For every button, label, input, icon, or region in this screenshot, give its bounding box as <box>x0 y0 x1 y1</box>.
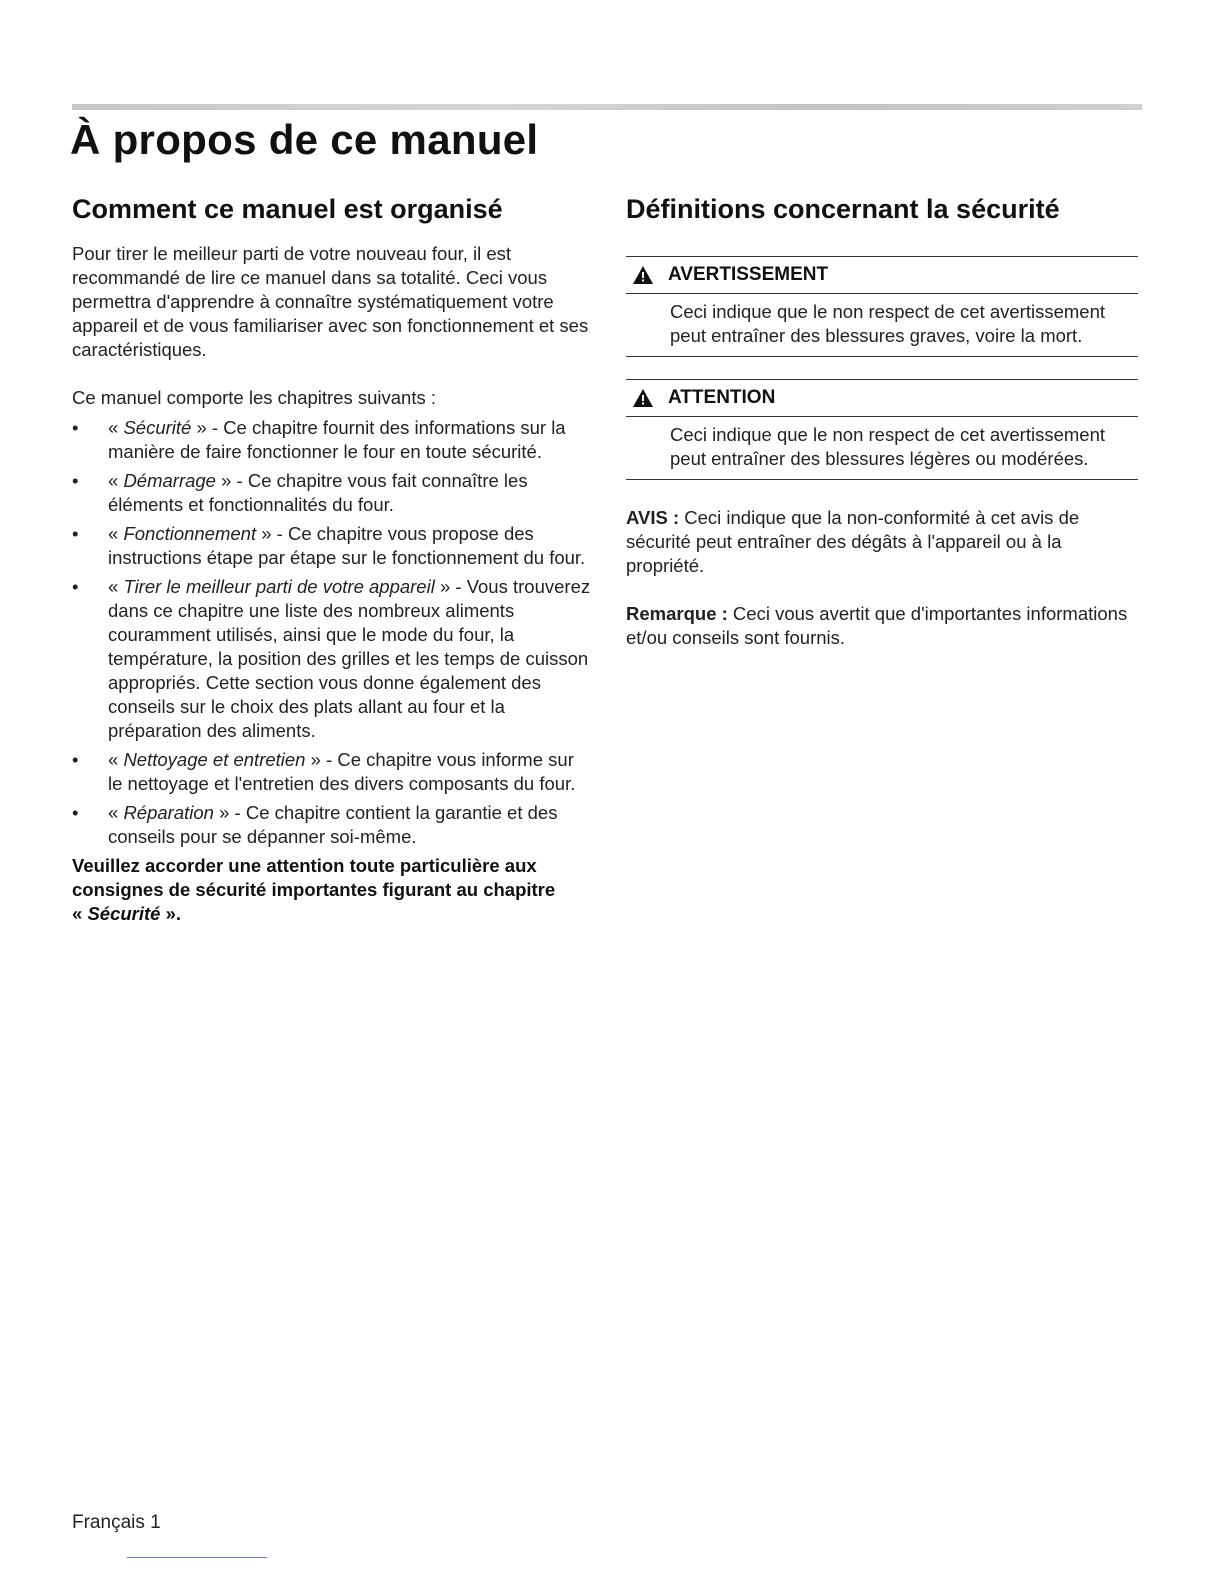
list-item: • « Tirer le meilleur parti de votre appareil » - Vous trouverez dans ce chapitre une liste des nombreux aliments couramment utilisés, ainsi que le mode du four, la température, la position des grilles et les temps de cuisson appropriés. Cette section vous donne également des conseils sur le choix des plats allant au four et la préparation des aliments. <box>72 576 591 741</box>
bullet-icon: • <box>72 523 79 544</box>
chapter-description: Ce chapitre fournit des informations sur la manière de faire fonctionner le four en toute sécurité. <box>108 417 566 462</box>
header-rule <box>72 104 1142 110</box>
chapters-intro: Ce manuel comporte les chapitres suivants : <box>72 387 437 408</box>
caution-text: Ceci indique que le non respect de cet avertissement peut entraîner des blessures légères ou modérées. <box>626 417 1138 480</box>
list-item: • « Sécurité » - Ce chapitre fournit des informations sur la manière de faire fonctionner le four en toute sécurité. <box>72 417 566 462</box>
bullet-icon: • <box>72 417 79 438</box>
notice-chapter: Sécurité <box>87 903 161 924</box>
intro-paragraph: Pour tirer le meilleur parti de votre nouveau four, il est recommandé de lire ce manuel dans sa totalité. Ceci vous permettra d'apprendre à connaître systématiquement votre appareil et de vous familiariser avec son fonctionnement et ses caractéristiques. <box>72 243 589 360</box>
warning-triangle-icon <box>632 265 654 285</box>
remarque-paragraph: Remarque : Ceci vous avertit que d'importantes informations et/ou conseils sont fournis. <box>626 603 1128 648</box>
warning-label: AVERTISSEMENT <box>668 264 829 285</box>
page-footer: Français 1 <box>72 1512 161 1533</box>
safety-definitions-section <box>626 190 1138 669</box>
avis-label: AVIS : <box>626 507 680 528</box>
warning-header <box>626 257 1138 294</box>
list-item: • « Réparation » - Ce chapitre contient la garantie et des conseils pour se dépanner soi-même. <box>72 802 558 847</box>
page-title: À propos de ce manuel <box>70 116 539 163</box>
avis-paragraph: AVIS : Ceci indique que la non-conformité à cet avis de sécurité peut entraîner des dégâts à l'appareil ou à la propriété. <box>626 507 1080 576</box>
chapter-name: Nettoyage et entretien <box>123 749 306 770</box>
chapter-description: Ce chapitre vous propose des instructions étape par étape sur le fonctionnement du four. <box>108 523 586 568</box>
remarque-label: Remarque : <box>626 603 728 624</box>
bullet-icon: • <box>72 749 79 770</box>
list-item: • « Nettoyage et entretien » - Ce chapitre vous informe sur le nettoyage et l'entretien des divers composants du four. <box>72 749 576 794</box>
chapter-name: Réparation <box>123 802 214 823</box>
chapter-name: Tirer le meilleur parti de votre appareil <box>123 576 435 597</box>
bullet-icon: • <box>72 470 79 491</box>
bullet-icon: • <box>72 576 79 597</box>
caution-block <box>626 379 1138 480</box>
chapter-description: Ce chapitre vous informe sur le nettoyage et l'entretien des divers composants du four. <box>108 749 576 794</box>
list-item: • « Démarrage » - Ce chapitre vous fait connaître les éléments et fonctionnalités du four. <box>72 470 528 515</box>
chapter-name: Démarrage <box>123 470 216 491</box>
safety-notice: Veuillez accorder une attention toute particulière aux consignes de sécurité importantes figurant au chapitre « Sécurité ». <box>72 855 556 924</box>
caution-header <box>626 380 1138 417</box>
organization-heading: Comment ce manuel est organisé <box>72 194 503 224</box>
safety-definitions-heading: Définitions concernant la sécurité <box>626 194 1060 224</box>
caution-triangle-icon <box>632 388 654 408</box>
chapter-description: Ce chapitre contient la garantie et des conseils pour se dépanner soi-même. <box>108 802 558 847</box>
warning-text: Ceci indique que le non respect de cet avertissement peut entraîner des blessures graves, voire la mort. <box>626 294 1138 357</box>
chapter-name: Sécurité <box>123 417 192 438</box>
warning-block <box>626 256 1138 357</box>
footer-underline <box>127 1557 267 1558</box>
bullet-icon: • <box>72 802 79 823</box>
chapter-list <box>72 416 592 849</box>
chapter-description: Vous trouverez dans ce chapitre une liste des nombreux aliments couramment utilisés, ainsi que le mode du four, la température, la position des grilles et les temps de cuisson appropriés. Cette section vous donne également des conseils sur le choix des plats allant au four et la préparation des aliments. <box>108 576 591 741</box>
chapter-name: Fonctionnement <box>123 523 257 544</box>
organization-section <box>72 190 592 926</box>
chapter-description: Ce chapitre vous fait connaître les éléments et fonctionnalités du four. <box>108 470 528 515</box>
caution-label: ATTENTION <box>668 387 776 408</box>
list-item: • « Fonctionnement » - Ce chapitre vous propose des instructions étape par étape sur le fonctionnement du four. <box>72 523 586 568</box>
